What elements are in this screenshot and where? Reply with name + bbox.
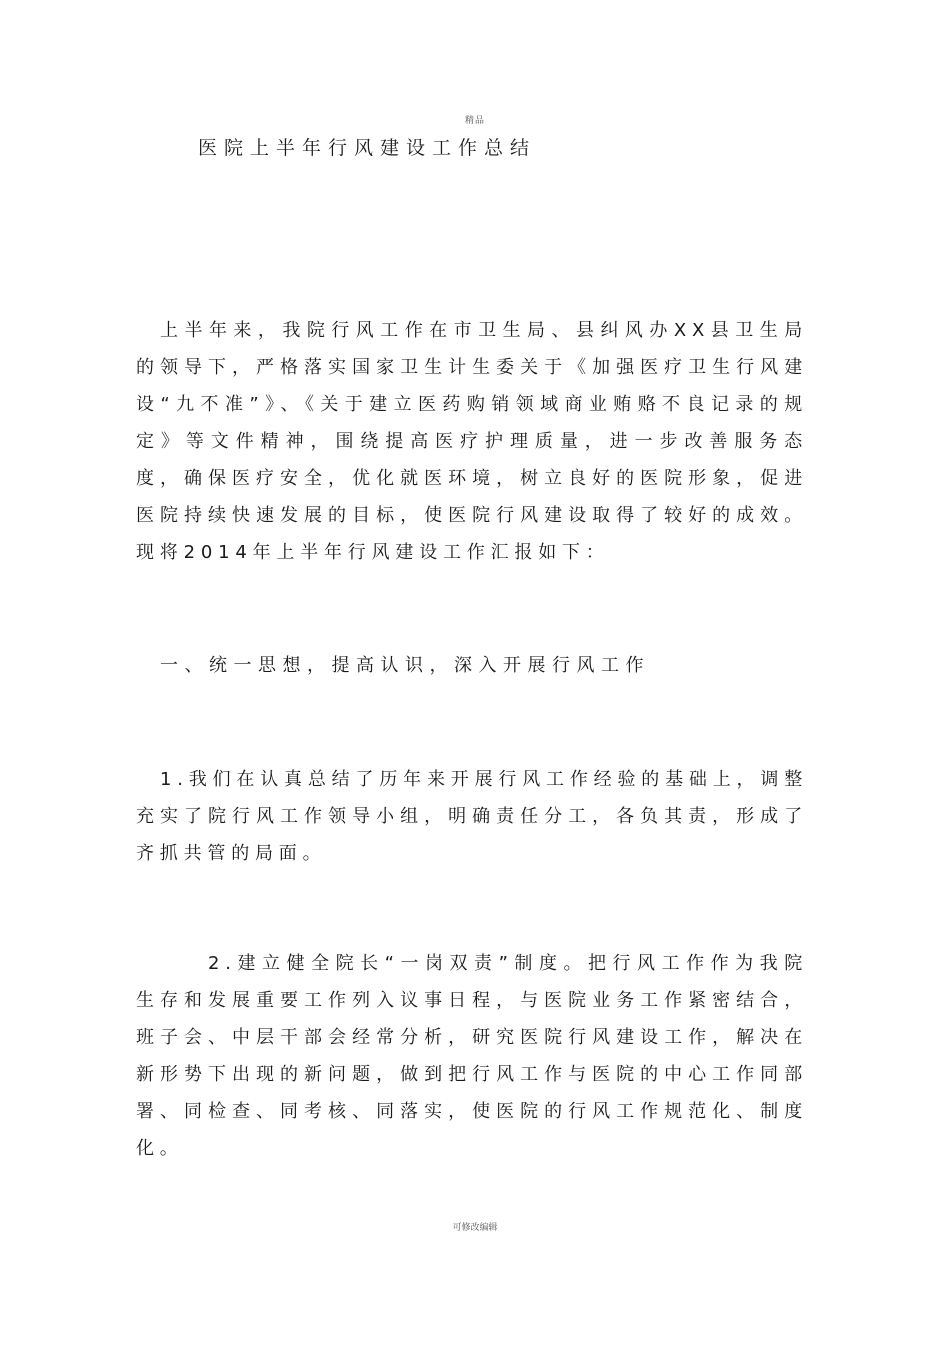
section-heading-1: 一、统一思想，提高认识，深入开展行风工作 [160, 655, 650, 676]
item-paragraph-2: 2.建立健全院长“一岗双责”制度。把行风工作作为我院生存和发展重要工作列入议事日程，与医院业务工作紧密结合，班子会、中层干部会经常分析，研究医院行风建设工作，解决在新形势下出现的新问题，做到把行风工作与医院的中心工作同部署、同检查、同考核、同落实，使医院的行风工作规范化、制度化。 [136, 953, 808, 1159]
item-paragraph-1: 1.我们在认真总结了历年来开展行风工作经验的基础上，调整充实了院行风工作领导小组，明确责任分工，各负其责，形成了齐抓共管的局面。 [136, 769, 808, 864]
document-title: 医院上半年行风建设工作总结 [198, 137, 537, 159]
footer-watermark: 可修改编辑 [452, 1223, 498, 1233]
header-watermark: 精品 [464, 116, 485, 126]
intro-paragraph: 上半年来，我院行风工作在市卫生局、县纠风办XX县卫生局的领导下，严格落实国家卫生计生委关于《加强医疗卫生行风建设“九不准”》、《关于建立医药购销领域商业贿赂不良记录的规定》等文件精神，围绕提高医疗护理质量，进一步改善服务态度，确保医疗安全，优化就医环境，树立良好的医院形象，促进医院持续快速发展的目标，使医院行风建设取得了较好的成效。现将2014年上半年行风建设工作汇报如下： [136, 320, 808, 563]
